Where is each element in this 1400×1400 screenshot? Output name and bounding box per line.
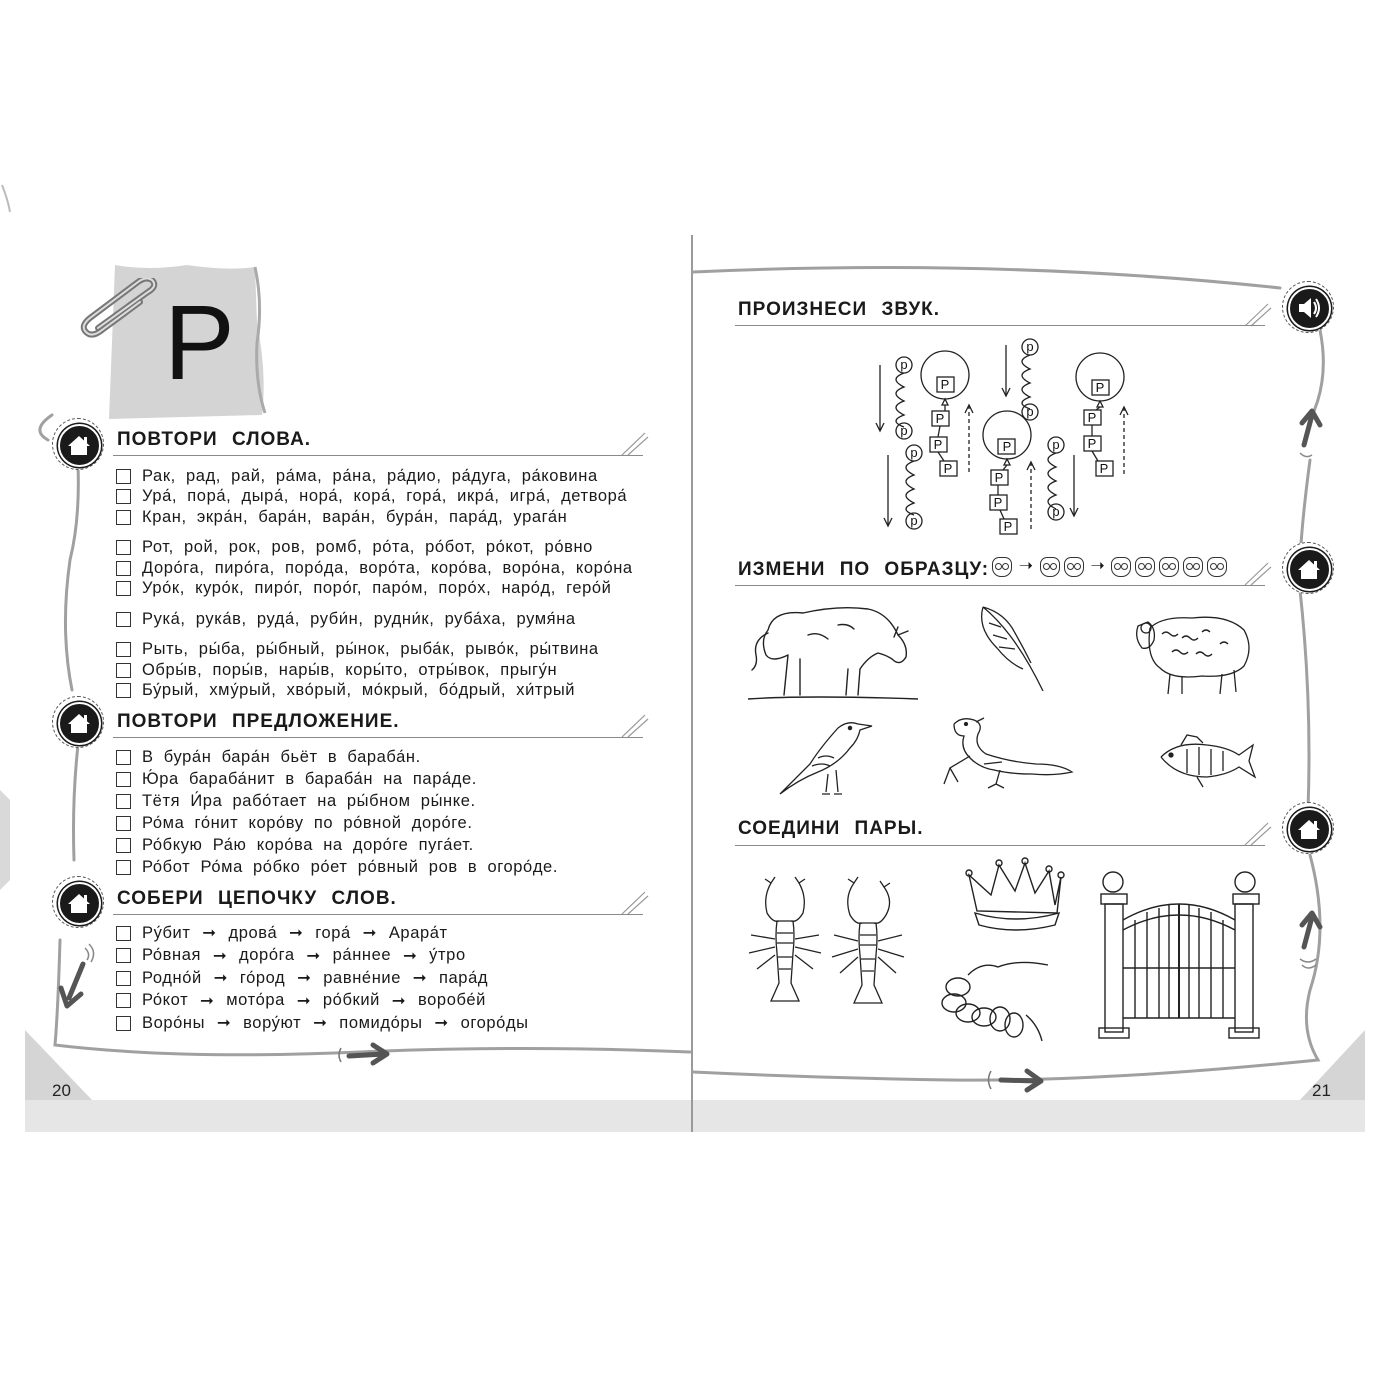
arrow-icon: ➞ [297,969,312,988]
checkbox[interactable] [116,816,131,831]
checkbox[interactable] [116,772,131,787]
checkbox[interactable] [116,489,131,504]
arrow-right-icon [985,1065,1050,1095]
home-icon [52,876,104,928]
lizard-picture [940,712,1075,790]
list-item: Рот, рой, рок, ров, ромб, ро́та, ро́бот, ро́кот, ро́вно [116,538,633,559]
owl-icon [1040,557,1060,577]
chain-row: Ро́кот ➞ мото́ра ➞ ро́бкий ➞ воробе́й [116,990,529,1013]
chain-row: Родно́й ➞ го́род ➞ равне́ние ➞ пара́д [116,967,529,990]
list-item: Обры́в, поры́в, нары́в, коры́то, отры́вок, прыгу́н [116,660,633,681]
arrow-right-icon [335,1040,395,1070]
sentence-list [116,746,558,878]
owl-icon [1183,557,1203,577]
checkbox[interactable] [116,469,131,484]
checkbox[interactable] [116,838,131,853]
svg-text:р: р [1026,404,1034,419]
home-icon [52,418,104,470]
crayfish-picture [828,875,908,1010]
paperclip-icon [78,278,160,340]
speaker-icon [1282,281,1334,333]
checkbox[interactable] [116,540,131,555]
checkbox[interactable] [116,663,131,678]
svg-text:Р: Р [935,411,945,426]
perch-picture [1157,733,1257,791]
chain-row: Воро́ны ➞ вору́ют ➞ помидо́ры ➞ огоро́ды [116,1012,529,1035]
arrow-icon: ➞ [296,991,312,1010]
owl-icon [992,557,1012,577]
checkbox[interactable] [116,683,131,698]
svg-text:Р: Р [993,495,1003,510]
list-item: Уро́к, куро́к, пиро́г, поро́г, паро́м, поро́х, наро́д, геро́й [116,579,633,600]
checkbox[interactable] [116,612,131,627]
list-item: Ура́, пора́, дыра́, нора́, кора́, гора́, икра́, игра́, детвора́ [116,487,633,508]
arrow-icon: ➞ [289,924,304,943]
owl-icon [1207,557,1227,577]
svg-text:р: р [900,357,908,372]
list-item: Ро́бот Ро́ма ро́бко ро́ет ро́вный ров в огоро́де. [116,856,558,878]
owl-pattern [990,556,1229,577]
owl-icon [1111,557,1131,577]
heading-underline [735,325,1265,326]
svg-text:р: р [900,423,908,438]
checkbox[interactable] [116,926,131,941]
arrow-icon: ➞ [362,924,378,943]
list-item: В бура́н бара́н бьёт в бараба́н. [116,746,558,768]
crayfish-picture [745,873,825,1008]
checkbox[interactable] [116,971,131,986]
list-item: Кран, экра́н, бара́н, вара́н, бура́н, пара́д, урага́н [116,507,633,528]
letter-title: Р [164,284,235,402]
arrow-icon: ➞ [212,946,228,965]
page-number-left: 20 [52,1081,71,1100]
arrow-icon: ➞ [216,1014,232,1033]
checkbox[interactable] [116,948,131,963]
checkbox[interactable] [116,993,131,1008]
owl-icon [1064,557,1084,577]
svg-text:Р: Р [933,437,943,452]
svg-text:Р: Р [1095,380,1105,395]
list-item: Тётя И́ра рабо́тает на ры́бном ры́нке. [116,790,558,812]
cow-picture [748,595,918,705]
heading-underline [113,737,643,738]
svg-text:Р: Р [994,470,1004,485]
checkbox[interactable] [116,860,131,875]
checkbox[interactable] [116,750,131,765]
feather-picture [975,603,1050,693]
svg-text:Р: Р [1099,461,1109,476]
word-chain-list [116,922,529,1035]
svg-text:р: р [910,513,918,528]
list-item: Рука́, рука́в, руда́, руби́н, рудни́к, руба́ха, румя́на [116,609,633,630]
section-title-connect-pairs: СОЕДИНИ ПАРЫ. [738,818,924,839]
svg-text:р: р [910,445,918,460]
section-title-repeat-words: ПОВТОРИ СЛОВА. [117,429,312,450]
crow-picture [778,718,893,800]
heading-underline [113,914,643,915]
word-list [116,466,633,701]
svg-text:р: р [1052,437,1060,452]
list-item: Ро́ма го́нит коро́ву по ро́вной доро́ге. [116,812,558,834]
crown-picture [963,855,1068,933]
section-title-change-by-pattern: ИЗМЕНИ ПО ОБРАЗЦУ: [738,559,990,580]
chain-row: Ро́вная ➞ доро́га ➞ ра́ннее ➞ у́тро [116,945,529,968]
page-number-right: 21 [1312,1081,1331,1100]
arrow-icon: ➞ [213,969,229,988]
svg-text:р: р [1052,504,1060,519]
checkbox[interactable] [116,561,131,576]
heading-underline [735,845,1265,846]
checkbox[interactable] [116,581,131,596]
checkbox[interactable] [116,794,131,809]
list-item: Ро́бкую Ра́ю коро́ва на доро́ге пуга́ет. [116,834,558,856]
svg-text:Р: Р [1003,519,1013,534]
arrow-icon: ➞ [313,1014,328,1033]
arrow-icon: ➞ [434,1014,449,1033]
gate-picture [1093,868,1265,1040]
arrow-icon: ➝ [1090,556,1105,575]
arrow-icon: ➞ [202,924,217,943]
arrow-icon: ➝ [1018,556,1033,575]
checkbox[interactable] [116,510,131,525]
svg-text:р: р [1026,339,1034,354]
arrow-icon: ➞ [402,946,418,965]
arrow-icon: ➞ [391,991,407,1010]
arrow-up-icon [1292,405,1332,465]
list-item: Ю́ра бараба́нит в бараба́н на пара́де. [116,768,558,790]
list-item: Рыть, ры́ба, ры́бный, ры́нок, рыба́к, рыво́к, ры́твина [116,640,633,661]
svg-text:Р: Р [943,461,953,476]
section-title-word-chain: СОБЕРИ ЦЕПОЧКУ СЛОВ. [117,888,397,909]
arrow-icon: ➞ [412,969,428,988]
svg-text:Р: Р [1087,410,1097,425]
list-item: Бу́рый, хму́рый, хво́рый, мо́крый, бо́дрый, хи́трый [116,681,633,702]
section-title-repeat-sentence: ПОВТОРИ ПРЕДЛОЖЕНИЕ. [117,711,400,732]
heading-underline [735,585,1265,586]
list-item: Доро́га, пиро́га, поро́да, воро́та, коро́ва, воро́на, коро́на [116,558,633,579]
sheep-picture [1132,608,1254,698]
section-title-pronounce-sound: ПРОИЗНЕСИ ЗВУК. [738,299,941,320]
home-icon [1282,802,1334,854]
svg-text:Р: Р [1002,439,1012,454]
chain-row: Ру́бит ➞ дрова́ ➞ гора́ ➞ Арара́т [116,922,529,945]
owl-icon [1159,557,1179,577]
home-icon [1282,542,1334,594]
arrow-down-icon [55,940,100,1010]
owl-icon [1135,557,1155,577]
rings-picture [938,955,1053,1045]
sound-illustration [870,335,1140,540]
checkbox[interactable] [116,1016,131,1031]
arrow-icon: ➞ [200,991,215,1010]
home-icon [52,696,104,748]
checkbox[interactable] [116,642,131,657]
arrow-icon: ➞ [306,946,321,965]
list-item: Рак, рад, рай, ра́ма, ра́на, ра́дио, ра́дуга, ра́ковина [116,466,633,487]
svg-text:Р: Р [940,377,950,392]
arrow-up-icon [1292,905,1332,975]
svg-text:Р: Р [1087,436,1097,451]
heading-underline [113,455,643,456]
